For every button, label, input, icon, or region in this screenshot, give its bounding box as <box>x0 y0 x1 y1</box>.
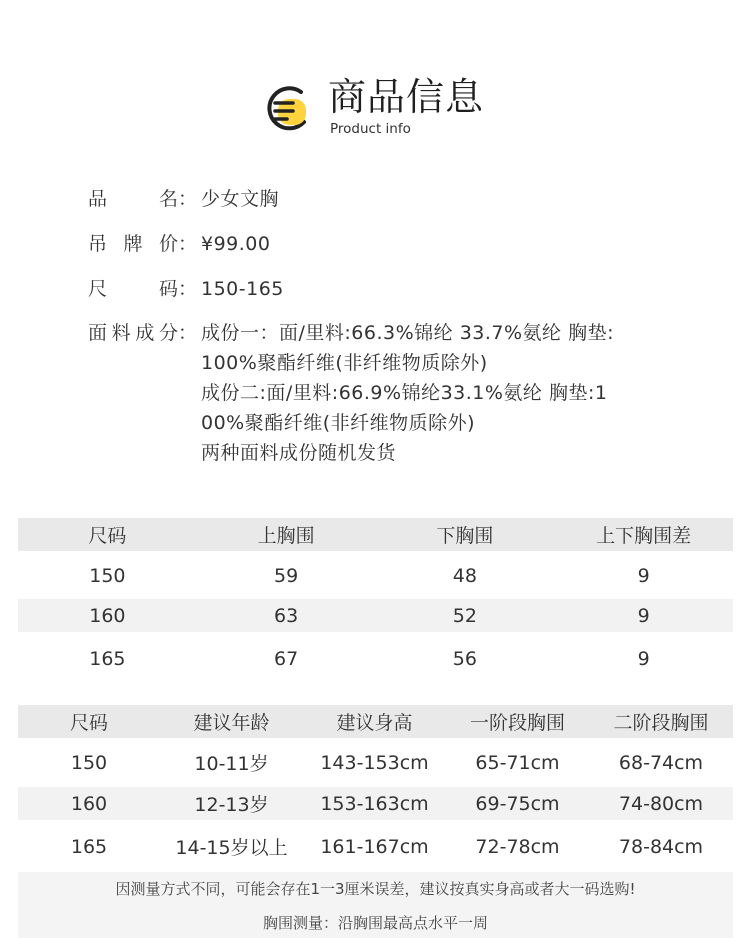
table-cell: 68-74cm <box>618 751 704 774</box>
table-cell: 9 <box>637 647 650 670</box>
table-row <box>18 787 733 820</box>
table-cell: 165 <box>89 647 126 670</box>
table-cell: 161-167cm <box>320 835 429 858</box>
table-cell: 150 <box>89 564 126 587</box>
table-row <box>18 599 733 632</box>
table-header-cell: 二阶段胸围 <box>613 712 709 734</box>
table-header-cell: 建议身高 <box>336 712 413 734</box>
table-cell: 63 <box>274 604 299 627</box>
table-cell: 78-84cm <box>618 835 704 858</box>
info-value-fabric <box>201 318 721 468</box>
info-value-price: ¥99.00 <box>201 233 271 255</box>
page-subtitle: Product info <box>330 121 411 137</box>
info-label-fabric: 面 料 成 分 ： <box>88 322 198 344</box>
info-label-price: 吊 牌 价 ： <box>88 233 198 255</box>
fabric-line: 00%聚酯纤维(非纤维物质除外) <box>201 412 476 434</box>
fabric-line: 成份一：面/里料:66.3%锦纶 33.7%氨纶 胸垫: <box>201 322 615 344</box>
table-cell: 56 <box>452 647 477 670</box>
table-row <box>18 830 733 863</box>
table-header-row <box>18 518 733 551</box>
table-header-cell: 下胸围 <box>436 525 494 547</box>
table-cell: 150 <box>70 751 108 774</box>
table-header-cell: 上下胸围差 <box>596 525 692 547</box>
table-header-cell: 尺码 <box>88 525 127 547</box>
table-header-cell: 上胸围 <box>257 525 315 547</box>
page-title: 商品信息 <box>328 75 485 119</box>
measurement-error-note: 因测量方式不同，可能会存在1一3厘米误差，建议按真实身高或者大一码选购! <box>115 880 636 898</box>
table-cell: 12-13岁 <box>194 794 269 816</box>
table-cell: 10-11岁 <box>194 753 269 775</box>
info-label-size: 尺 码 ： <box>88 278 198 300</box>
table-header-cell: 尺码 <box>69 712 108 734</box>
table-row <box>18 559 733 592</box>
table-cell: 69-75cm <box>475 792 560 815</box>
table-header-cell: 一阶段胸围 <box>469 712 565 734</box>
fabric-line: 两种面料成份随机发货 <box>201 442 397 464</box>
info-value-name: 少女文胸 <box>201 188 280 210</box>
table-cell: 48 <box>452 564 477 587</box>
table-cell: 143-153cm <box>320 751 429 774</box>
info-label-name: 品 名 ： <box>88 188 198 210</box>
fabric-line: 成份二:面/里料:66.9%锦纶33.1%氨纶 胸垫:1 <box>201 382 608 404</box>
table-row <box>18 642 733 675</box>
table-header-row <box>18 705 733 738</box>
table-cell: 74-80cm <box>618 792 704 815</box>
product-info-header <box>0 70 750 140</box>
table-cell: 52 <box>452 604 477 627</box>
table-cell: 9 <box>637 564 650 587</box>
table-header-cell: 建议年龄 <box>193 712 270 734</box>
table-cell: 160 <box>70 792 108 815</box>
list-document-icon <box>263 84 313 134</box>
table-cell: 153-163cm <box>320 792 429 815</box>
info-value-size: 150-165 <box>201 278 284 300</box>
bust-measurement-note: 胸围测量：沿胸围最高点水平一周 <box>262 914 488 932</box>
table-cell: 9 <box>637 604 650 627</box>
table-cell: 72-78cm <box>475 835 560 858</box>
table-cell: 160 <box>89 604 126 627</box>
table-row <box>18 746 733 779</box>
measurement-notes <box>18 872 733 938</box>
table-cell: 14-15岁以上 <box>175 837 288 859</box>
table-cell: 59 <box>274 564 299 587</box>
table-cell: 165 <box>70 835 108 858</box>
fabric-line: 100%聚酯纤维(非纤维物质除外) <box>201 352 488 374</box>
table-cell: 67 <box>274 647 299 670</box>
table-cell: 65-71cm <box>475 751 560 774</box>
